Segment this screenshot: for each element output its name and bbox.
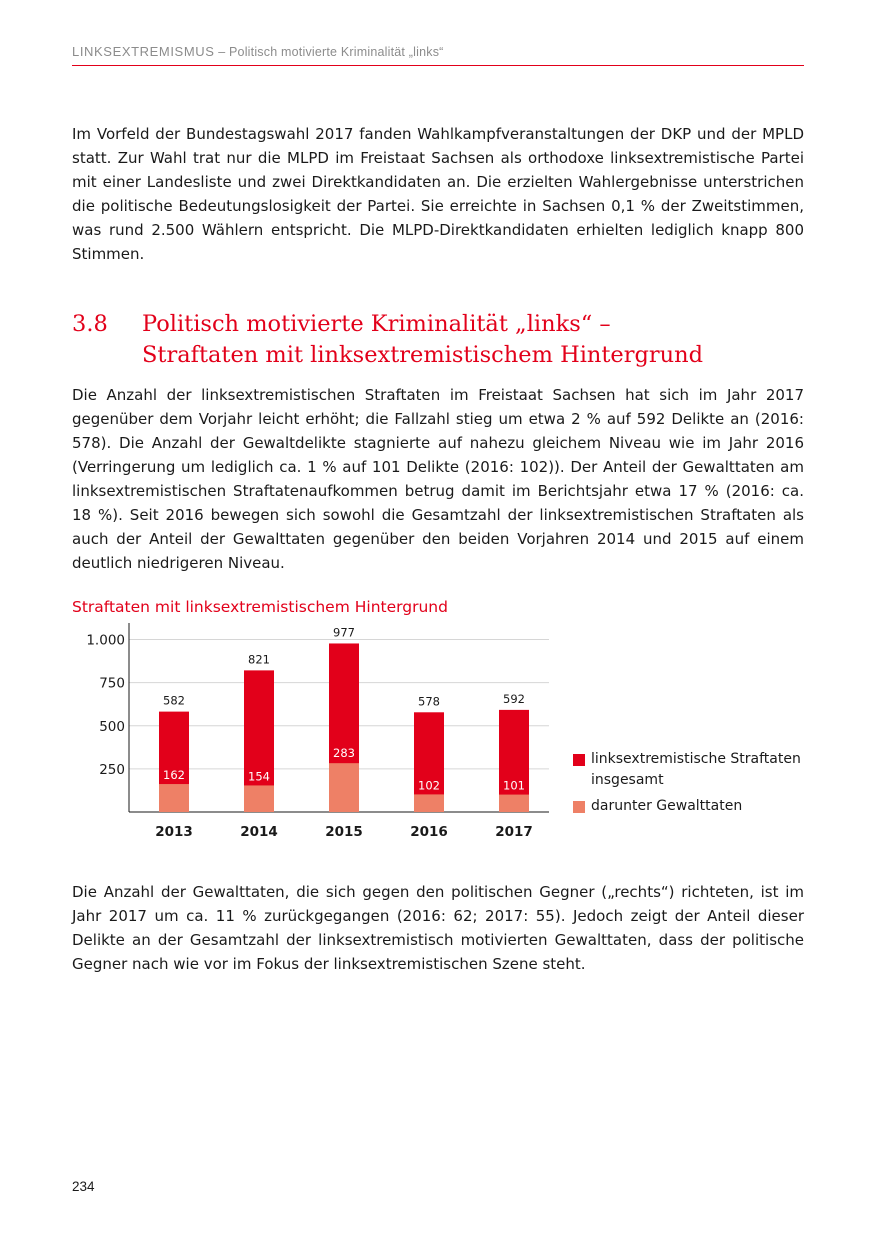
y-tick-label: 750 bbox=[99, 675, 125, 692]
legend-swatch-total bbox=[573, 754, 585, 766]
section-title-line-2: Straftaten mit linksextremistischem Hintergrund bbox=[142, 342, 704, 368]
data-label-total: 578 bbox=[418, 694, 440, 709]
x-tick-label: 2015 bbox=[325, 824, 363, 840]
section-title-line-1: Politisch motivierte Kriminalität „links“ – bbox=[142, 311, 611, 337]
y-tick-label: 250 bbox=[99, 761, 125, 778]
data-label-violent: 162 bbox=[163, 768, 185, 783]
bar-chart bbox=[60, 615, 570, 845]
section-number: 3.8 bbox=[72, 311, 108, 337]
data-label-total: 821 bbox=[248, 652, 270, 667]
page-number: 234 bbox=[72, 1179, 95, 1194]
section-title bbox=[142, 309, 804, 371]
legend-label-total: linksextremistische Straftaten insgesamt bbox=[591, 751, 801, 788]
x-tick-label: 2013 bbox=[155, 824, 193, 840]
section-paragraph: Die Anzahl der linksextremistischen Straftaten im Freistaat Sachsen hat sich im Jahr 2017 gegenüber dem Vorjahr leicht erhöht; die Fallzahl stieg um etwa 2 % auf 592 Delikte an (2016: 578). Die Anzahl der Gewaltdelikte stagnierte auf nahezu gleichem Niveau wie im Jahr 2016 (Verringerung um lediglich ca. 1 % auf 101 Delikte (2016: 102)). Der Anteil der Gewalttaten am linksextremistischen Straftatenaufkommen betrug damit im Berichtsjahr etwa 17 % (2016: ca. 18 %). Seit 2016 bewegen sich sowohl die Gesamtzahl der linksextremistischen Straftaten als auch der Anteil der Gewalttaten gegenüber den beiden Vorjahren 2014 und 2015 auf einem deutlich niedrigeren Niveau. bbox=[72, 386, 804, 572]
intro-paragraph: Im Vorfeld der Bundestagswahl 2017 fanden Wahlkampfveranstaltungen der DKP und der MPLD statt. Zur Wahl trat nur die MLPD im Freistaat Sachsen als orthodoxe linksextremistische Partei mit einer Landesliste und zwei Direktkandidaten an. Die erzielten Wahlergebnisse unterstrichen die politische Bedeutungslosigkeit der Partei. Sie erreichte in Sachsen 0,1 % der Zweitstimmen, was rund 2.500 Wählern entspricht. Die MLPD-Direktkandidaten erhielten lediglich knapp 800 Stimmen. bbox=[72, 125, 804, 263]
running-header-subtitle: – Politisch motivierte Kriminalität „links“ bbox=[214, 45, 444, 59]
data-label-total: 592 bbox=[503, 691, 525, 706]
legend-label-violent: darunter Gewalttaten bbox=[591, 798, 743, 814]
legend-swatch-violent bbox=[573, 801, 585, 813]
data-label-violent: 154 bbox=[248, 769, 270, 784]
data-label-violent: 283 bbox=[333, 746, 355, 761]
closing-paragraph: Die Anzahl der Gewalttaten, die sich gegen den politischen Gegner („rechts“) richteten, ist im Jahr 2017 um ca. 11 % zurückgegangen (2016: 62; 2017: 55). Jedoch zeigt der Anteil dieser Delikte an der Gesamtzahl der linksextremistisch motivierten Gewalttaten, dass der politische Gegner nach wie vor im Fokus der linksextremistischen Szene steht. bbox=[72, 883, 804, 973]
bar-violent bbox=[329, 763, 359, 812]
x-tick-label: 2017 bbox=[495, 824, 533, 840]
data-label-total: 977 bbox=[333, 625, 355, 640]
header-rule bbox=[72, 65, 804, 66]
bar-violent bbox=[244, 785, 274, 812]
running-header-title: LINKSEXTREMISMUS bbox=[72, 44, 215, 59]
x-tick-label: 2014 bbox=[240, 824, 278, 840]
y-tick-label: 500 bbox=[99, 718, 125, 735]
data-label-violent: 101 bbox=[503, 778, 525, 793]
running-header bbox=[72, 44, 804, 59]
y-tick-label: 1.000 bbox=[86, 632, 125, 649]
bar-violent bbox=[159, 784, 189, 812]
chart-title: Straftaten mit linksextremistischem Hintergrund bbox=[72, 598, 448, 616]
x-tick-label: 2016 bbox=[410, 824, 448, 840]
data-label-total: 582 bbox=[163, 693, 185, 708]
data-label-violent: 102 bbox=[418, 778, 440, 793]
bar-violent bbox=[414, 794, 444, 812]
bar-violent bbox=[499, 795, 529, 812]
